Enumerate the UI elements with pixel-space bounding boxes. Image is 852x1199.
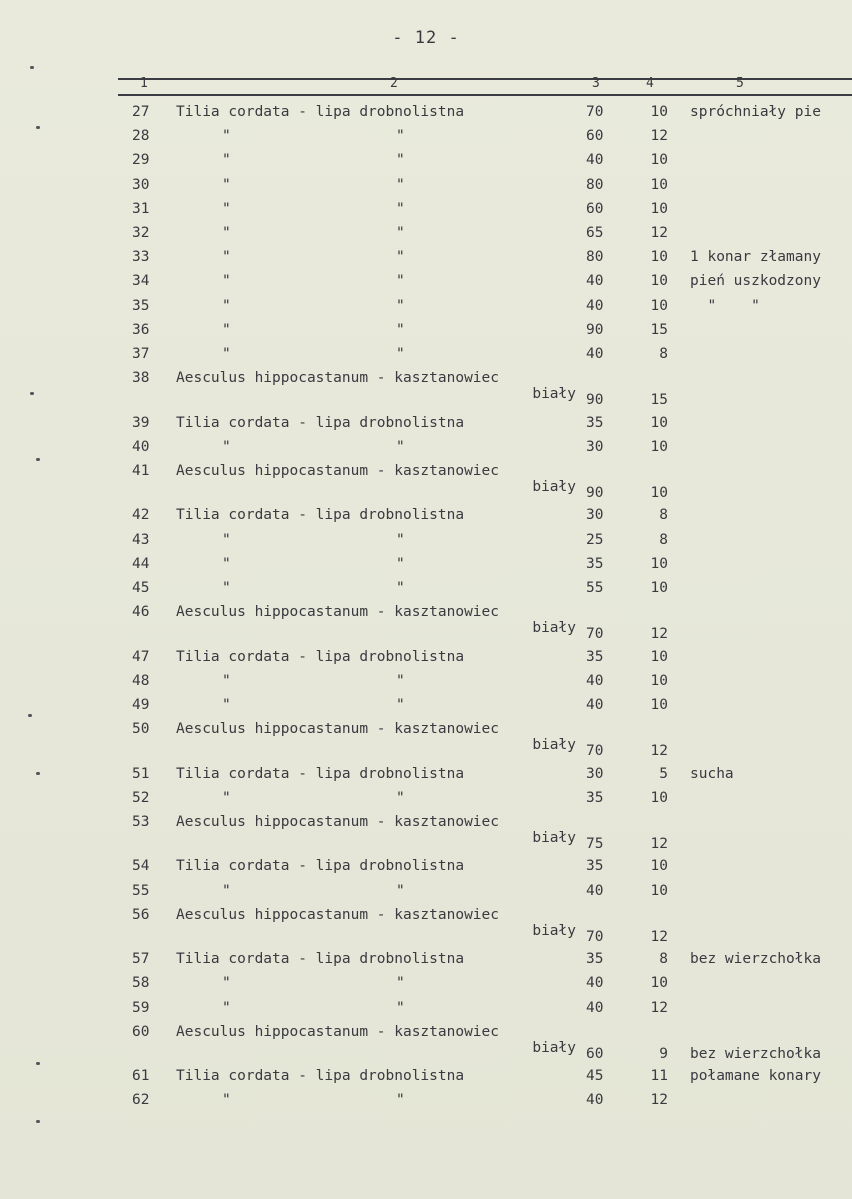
row-number: 29 — [132, 152, 150, 169]
table-row — [0, 463, 852, 511]
table-row — [0, 225, 852, 249]
species-name: Tilia cordata - lipa drobnolistna — [176, 104, 465, 120]
table-row — [0, 507, 852, 531]
table-row — [0, 883, 852, 907]
column-3-value: 70 — [586, 104, 604, 120]
column-4-value: 10 — [650, 580, 668, 596]
column-4-value: 12 — [650, 225, 668, 241]
ditto-mark: " — [222, 672, 231, 689]
row-number: 56 — [132, 906, 150, 923]
ditto-mark: " — [222, 882, 231, 899]
row-number: 60 — [132, 1023, 150, 1040]
ditto-mark: " — [222, 975, 231, 992]
column-3-value: 40 — [586, 697, 604, 713]
row-number: 59 — [132, 999, 150, 1016]
column-4-value: 10 — [650, 104, 668, 120]
row-number: 58 — [132, 975, 150, 992]
ditto-mark: " — [396, 531, 405, 548]
row-number: 52 — [132, 789, 150, 806]
row-number: 42 — [132, 507, 150, 524]
row-number: 45 — [132, 580, 150, 596]
row-number: 34 — [132, 273, 150, 290]
table-row — [0, 814, 852, 862]
row-number: 40 — [132, 438, 150, 455]
ditto-mark: " — [396, 789, 405, 806]
column-4-value: 10 — [650, 438, 668, 455]
ditto-mark: " — [396, 999, 405, 1016]
table-row — [0, 370, 852, 418]
row-number: 33 — [132, 249, 150, 266]
column-3-value: 25 — [586, 531, 604, 548]
species-name-continued: biały — [532, 620, 576, 637]
column-header-1: 1 — [140, 76, 148, 91]
table-row — [0, 201, 852, 225]
column-4-value: 10 — [650, 975, 668, 992]
column-4-value: 15 — [650, 392, 668, 409]
column-3-value: 90 — [586, 485, 604, 502]
species-name-continued: biały — [532, 1039, 576, 1056]
ditto-mark: " — [222, 225, 231, 241]
column-3-value: 90 — [586, 392, 604, 409]
column-4-value: 5 — [659, 765, 668, 782]
column-4-value: 10 — [650, 200, 668, 217]
row-number: 31 — [132, 200, 150, 217]
table-row — [0, 1024, 852, 1072]
column-3-value: 35 — [586, 555, 604, 572]
column-4-value: 12 — [650, 999, 668, 1016]
row-number: 27 — [132, 104, 150, 120]
species-name: Aesculus hippocastanum - kasztanowiec — [176, 721, 500, 738]
ditto-mark: " — [222, 438, 231, 455]
table-row — [0, 346, 852, 370]
column-3-value: 65 — [586, 225, 604, 241]
column-3-value: 40 — [586, 672, 604, 689]
ditto-mark: " — [222, 249, 231, 266]
remark: " " — [690, 297, 760, 314]
ditto-mark: " — [222, 152, 231, 169]
ditto-mark: " — [396, 273, 405, 290]
column-4-value: 10 — [650, 858, 668, 875]
column-4-value: 10 — [650, 555, 668, 572]
ditto-mark: " — [396, 555, 405, 572]
column-header-4: 4 — [646, 76, 654, 91]
ditto-mark: " — [396, 152, 405, 169]
ditto-mark: " — [222, 580, 231, 596]
species-name: Tilia cordata - lipa drobnolistna — [176, 858, 465, 875]
column-4-value: 12 — [650, 128, 668, 145]
row-number: 37 — [132, 346, 150, 362]
ditto-mark: " — [396, 225, 405, 241]
remark: bez wierzchołka — [690, 951, 821, 968]
remark: sucha — [690, 765, 734, 782]
row-number: 39 — [132, 414, 150, 431]
column-3-value: 35 — [586, 414, 604, 431]
row-number: 53 — [132, 814, 150, 830]
species-name-continued: biały — [532, 737, 576, 754]
species-name-continued: biały — [532, 830, 576, 847]
column-3-value: 70 — [586, 928, 604, 945]
ditto-mark: " — [222, 128, 231, 145]
ditto-mark: " — [396, 176, 405, 193]
column-4-value: 10 — [650, 697, 668, 713]
ditto-mark: " — [396, 580, 405, 596]
row-number: 55 — [132, 882, 150, 899]
column-3-value: 90 — [586, 321, 604, 338]
column-4-value: 10 — [650, 648, 668, 665]
remark: 1 konar złamany — [690, 249, 821, 266]
ditto-mark: " — [396, 346, 405, 362]
table-row — [0, 580, 852, 604]
column-3-value: 35 — [586, 789, 604, 806]
column-3-value: 40 — [586, 297, 604, 314]
column-3-value: 40 — [586, 1092, 604, 1109]
column-4-value: 8 — [659, 507, 668, 524]
row-number: 50 — [132, 721, 150, 738]
column-4-value: 12 — [650, 1092, 668, 1109]
species-name: Aesculus hippocastanum - kasztanowiec — [176, 604, 500, 621]
species-name-continued: biały — [532, 922, 576, 939]
species-name: Aesculus hippocastanum - kasztanowiec — [176, 906, 500, 923]
table-row — [0, 604, 852, 652]
row-number: 35 — [132, 297, 150, 314]
column-3-value: 55 — [586, 580, 604, 596]
species-name: Aesculus hippocastanum - kasztanowiec — [176, 370, 500, 387]
species-name: Tilia cordata - lipa drobnolistna — [176, 648, 465, 665]
table-row — [0, 697, 852, 721]
ditto-mark: " — [396, 975, 405, 992]
column-headers — [0, 76, 852, 94]
column-4-value: 12 — [650, 743, 668, 760]
column-3-value: 60 — [586, 200, 604, 217]
ditto-mark: " — [396, 672, 405, 689]
page-number: - 12 - — [392, 28, 460, 48]
table-row — [0, 721, 852, 769]
column-3-value: 75 — [586, 836, 604, 853]
species-name: Tilia cordata - lipa drobnolistna — [176, 414, 465, 431]
table-header-rule — [118, 94, 852, 96]
column-4-value: 12 — [650, 928, 668, 945]
column-3-value: 60 — [586, 1045, 604, 1062]
column-3-value: 60 — [586, 128, 604, 145]
ditto-mark: " — [222, 697, 231, 713]
ditto-mark: " — [396, 882, 405, 899]
column-3-value: 40 — [586, 273, 604, 290]
margin-mark — [36, 126, 40, 129]
column-3-value: 80 — [586, 176, 604, 193]
row-number: 48 — [132, 672, 150, 689]
column-4-value: 10 — [650, 414, 668, 431]
table-row — [0, 249, 852, 273]
table-row — [0, 951, 852, 975]
column-3-value: 80 — [586, 249, 604, 266]
row-number: 43 — [132, 531, 150, 548]
table-row — [0, 415, 852, 439]
row-number: 36 — [132, 321, 150, 338]
column-4-value: 10 — [650, 273, 668, 290]
ditto-mark: " — [222, 321, 231, 338]
column-3-value: 45 — [586, 1068, 604, 1085]
margin-mark — [36, 1062, 40, 1065]
column-header-2: 2 — [390, 76, 398, 91]
row-number: 28 — [132, 128, 150, 145]
species-name: Aesculus hippocastanum - kasztanowiec — [176, 814, 500, 830]
table-row — [0, 858, 852, 882]
remark: pień uszkodzony — [690, 273, 821, 290]
column-3-value: 30 — [586, 438, 604, 455]
table-row — [0, 766, 852, 790]
ditto-mark: " — [222, 297, 231, 314]
row-number: 41 — [132, 463, 150, 479]
table-row — [0, 273, 852, 297]
table-row — [0, 322, 852, 346]
ditto-mark: " — [222, 1092, 231, 1109]
ditto-mark: " — [396, 438, 405, 455]
column-4-value: 8 — [659, 951, 668, 968]
ditto-mark: " — [222, 200, 231, 217]
ditto-mark: " — [222, 555, 231, 572]
table-row — [0, 1000, 852, 1024]
column-4-value: 10 — [650, 672, 668, 689]
row-number: 44 — [132, 555, 150, 572]
species-name: Aesculus hippocastanum - kasztanowiec — [176, 463, 500, 479]
column-3-value: 40 — [586, 152, 604, 169]
row-number: 38 — [132, 370, 150, 387]
column-4-value: 9 — [659, 1045, 668, 1062]
row-number: 62 — [132, 1092, 150, 1109]
ditto-mark: " — [222, 531, 231, 548]
table-row — [0, 1092, 852, 1116]
margin-mark — [28, 714, 32, 717]
row-number: 30 — [132, 176, 150, 193]
row-number: 46 — [132, 604, 150, 621]
table-row — [0, 790, 852, 814]
table-row — [0, 177, 852, 201]
table-row — [0, 532, 852, 556]
species-name-continued: biały — [532, 479, 576, 496]
species-name-continued: biały — [532, 386, 576, 403]
row-number: 57 — [132, 951, 150, 968]
row-number: 51 — [132, 765, 150, 782]
column-4-value: 10 — [650, 789, 668, 806]
column-4-value: 10 — [650, 297, 668, 314]
remark: bez wierzchołka — [690, 1045, 821, 1062]
ditto-mark: " — [396, 321, 405, 338]
column-3-value: 40 — [586, 346, 604, 362]
margin-mark — [36, 458, 40, 461]
column-3-value: 70 — [586, 743, 604, 760]
column-4-value: 10 — [650, 485, 668, 502]
column-3-value: 35 — [586, 648, 604, 665]
table-row — [0, 649, 852, 673]
remark: spróchniały pie — [690, 104, 821, 120]
table-row — [0, 907, 852, 955]
ditto-mark: " — [396, 297, 405, 314]
table-row — [0, 556, 852, 580]
table-row — [0, 104, 852, 128]
table-row — [0, 975, 852, 999]
column-4-value: 10 — [650, 152, 668, 169]
ditto-mark: " — [396, 249, 405, 266]
ditto-mark: " — [396, 128, 405, 145]
row-number: 61 — [132, 1068, 150, 1085]
ditto-mark: " — [222, 346, 231, 362]
column-4-value: 15 — [650, 321, 668, 338]
column-4-value: 12 — [650, 626, 668, 643]
column-3-value: 30 — [586, 765, 604, 782]
column-header-3: 3 — [592, 76, 600, 91]
species-name: Tilia cordata - lipa drobnolistna — [176, 1068, 465, 1085]
column-4-value: 10 — [650, 176, 668, 193]
table-row — [0, 152, 852, 176]
column-3-value: 35 — [586, 858, 604, 875]
remark: połamane konary — [690, 1068, 821, 1085]
margin-mark — [30, 392, 34, 395]
ditto-mark: " — [396, 697, 405, 713]
margin-mark — [36, 772, 40, 775]
column-3-value: 40 — [586, 975, 604, 992]
column-header-5: 5 — [736, 76, 744, 91]
column-3-value: 30 — [586, 507, 604, 524]
column-3-value: 70 — [586, 626, 604, 643]
column-4-value: 10 — [650, 882, 668, 899]
column-3-value: 40 — [586, 882, 604, 899]
column-4-value: 10 — [650, 249, 668, 266]
column-3-value: 35 — [586, 951, 604, 968]
row-number: 54 — [132, 858, 150, 875]
table-row — [0, 298, 852, 322]
ditto-mark: " — [396, 1092, 405, 1109]
species-name: Tilia cordata - lipa drobnolistna — [176, 765, 465, 782]
ditto-mark: " — [396, 200, 405, 217]
species-name: Tilia cordata - lipa drobnolistna — [176, 507, 465, 524]
table-row — [0, 1068, 852, 1092]
column-4-value: 8 — [659, 346, 668, 362]
row-number: 32 — [132, 225, 150, 241]
column-4-value: 12 — [650, 836, 668, 853]
column-3-value: 40 — [586, 999, 604, 1016]
ditto-mark: " — [222, 999, 231, 1016]
table-row — [0, 673, 852, 697]
ditto-mark: " — [222, 273, 231, 290]
species-name: Tilia cordata - lipa drobnolistna — [176, 951, 465, 968]
margin-mark — [36, 1120, 40, 1123]
column-4-value: 8 — [659, 531, 668, 548]
table-row — [0, 128, 852, 152]
table-row — [0, 439, 852, 463]
column-4-value: 11 — [650, 1068, 668, 1085]
ditto-mark: " — [222, 789, 231, 806]
row-number: 49 — [132, 697, 150, 713]
margin-mark — [30, 66, 34, 69]
ditto-mark: " — [222, 176, 231, 193]
row-number: 47 — [132, 648, 150, 665]
species-name: Aesculus hippocastanum - kasztanowiec — [176, 1023, 500, 1040]
